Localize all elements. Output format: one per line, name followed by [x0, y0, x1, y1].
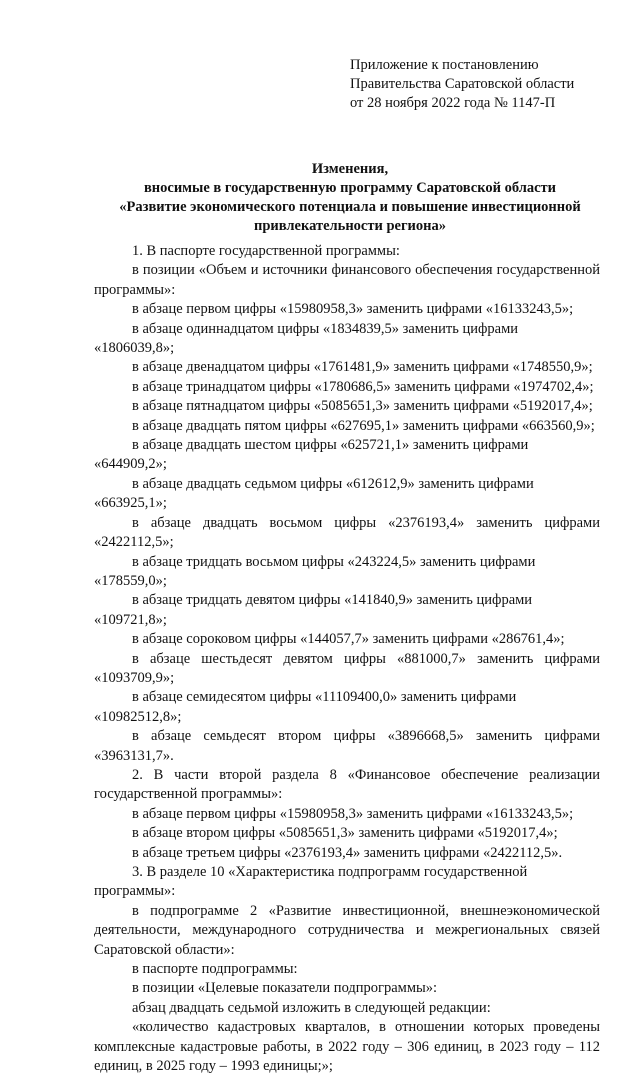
paragraph: в абзаце семидесятом цифры «11109400,0» заменить цифрами «10982512,8»; [94, 689, 517, 725]
appendix-line: Приложение к постановлению [350, 57, 539, 73]
paragraph: в абзаце шестьдесят девятом цифры «881000,7» заменить цифрами «1093709,9»; [94, 650, 600, 686]
title-line: привлекательности региона» [253, 218, 447, 234]
paragraph: в абзаце втором цифры «5085651,3» заменить цифрами «5192017,4»; [132, 825, 558, 842]
paragraph: в позиции «Целевые показатели подпрограммы»: [132, 980, 438, 997]
paragraph: в абзаце третьем цифры «2376193,4» заменить цифрами «2422112,5». [132, 844, 563, 861]
appendix-line: Правительства Саратовской области [350, 76, 575, 92]
title-line: «Развитие экономического потенциала и повышение инвестиционной [119, 199, 581, 215]
paragraph: в абзаце первом цифры «15980958,3» заменить цифрами «16133243,5»; [132, 301, 574, 318]
paragraph: в абзаце тринадцатом цифры «1780686,5» заменить цифрами «1974702,4»; [132, 378, 594, 395]
paragraph: в абзаце тридцать девятом цифры «141840,9» заменить цифрами «109721,8»; [94, 592, 533, 628]
paragraph: в абзаце семьдесят втором цифры «3896668,5» заменить цифрами «3963131,7». [94, 728, 600, 764]
document-title [95, 160, 605, 236]
paragraph: в абзаце сороковом цифры «144057,7» заменить цифрами «286761,4»; [132, 631, 565, 648]
paragraph: в абзаце двадцать шестом цифры «625721,1» заменить цифрами «644909,2»; [94, 437, 529, 473]
title-line: Изменения, [311, 161, 389, 177]
paragraph: в абзаце двадцать восьмом цифры «2376193,4» заменить цифрами «2422112,5»; [94, 514, 600, 551]
paragraph: в абзаце пятнадцатом цифры «5085651,3» заменить цифрами «5192017,4»; [132, 398, 593, 415]
appendix-line: от 28 ноября 2022 года № 1147-П [350, 95, 556, 111]
paragraph: абзац двадцать седьмой изложить в следующей редакции: [132, 999, 491, 1016]
paragraph: «количество кадастровых кварталов, в отношении которых проведены комплексные кадастровые работы, в 2022 году – 306 единиц, в 2023 году – 112 единиц, в 2025 году – 1993 единицы;»; [94, 1019, 600, 1075]
paragraph: 3. В разделе 10 «Характеристика подпрограмм государственной программы»: [94, 864, 528, 900]
paragraph: в паспорте подпрограммы: [132, 961, 298, 978]
paragraph: 2. В части второй раздела 8 «Финансовое обеспечение реализации государственной программы»: [94, 766, 600, 803]
paragraph: в абзаце первом цифры «15980958,3» заменить цифрами «16133243,5»; [132, 805, 574, 822]
paragraph: в позиции «Объем и источники финансового обеспечения государственной программы»: [94, 262, 600, 298]
paragraph: в абзаце двадцать пятом цифры «627695,1» заменить цифрами «663560,9»; [132, 417, 595, 434]
paragraph: в абзаце одиннадцатом цифры «1834839,5» заменить цифрами «1806039,8»; [94, 320, 518, 357]
appendix-header [350, 56, 574, 113]
paragraph: в абзаце тридцать восьмом цифры «243224,5» заменить цифрами «178559,0»; [94, 553, 536, 589]
title-line: вносимые в государственную программу Саратовской области [143, 180, 557, 196]
paragraph: в подпрограмме 2 «Развитие инвестиционной, внешнеэкономической деятельности, международного сотрудничества и межрегиональных связей Саратовской области»: [94, 902, 600, 958]
paragraph: 1. В паспорте государственной программы: [132, 243, 400, 259]
document-body [94, 242, 600, 1076]
paragraph: в абзаце двенадцатом цифры «1761481,9» заменить цифрами «1748550,9»; [132, 359, 593, 376]
paragraph: в абзаце двадцать седьмом цифры «612612,9» заменить цифрами «663925,1»; [94, 475, 534, 512]
